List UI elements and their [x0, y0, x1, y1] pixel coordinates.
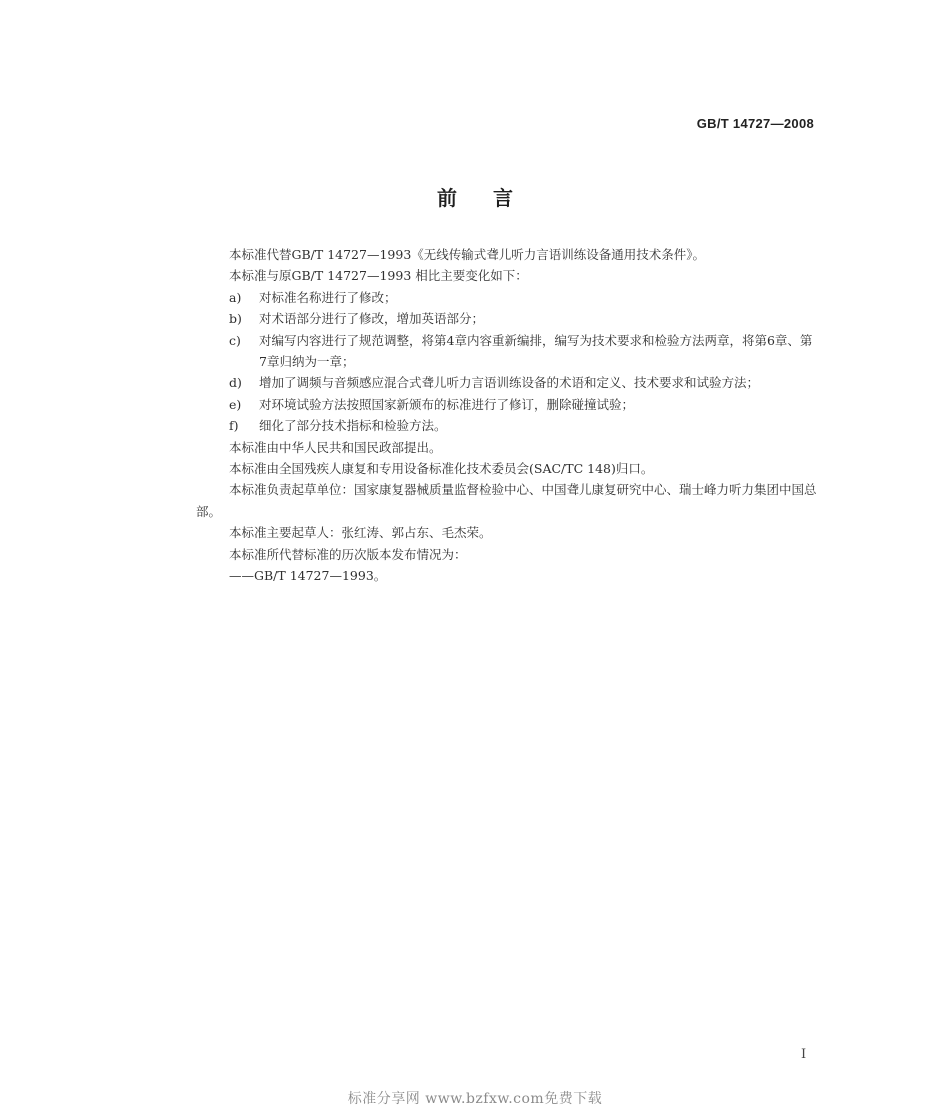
change-item-e [196, 394, 818, 415]
list-item-text: 对标准名称进行了修改； [259, 289, 397, 305]
list-marker: b) [229, 311, 242, 327]
paragraph-history-intro: 本标准所代替标准的历次版本发布情况为： [229, 546, 467, 562]
watermark-text: 标准分享网 www.bzfxw.com免费下载 [347, 1091, 603, 1107]
paragraph-administrator: 本标准由全国残疾人康复和专用设备标准化技术委员会(SAC/TC 148)归口。 [229, 461, 654, 477]
list-item-text: 增加了调频与音频感应混合式聋儿听力言语训练设备的术语和定义、技术要求和试验方法； [259, 375, 760, 391]
list-item-text: 对环境试验方法按照国家新颁布的标准进行了修订，删除碰撞试验； [259, 396, 635, 412]
list-item-text: 对编写内容进行了规范调整，将第4章内容重新编排，编写为技术要求和检验方法两章，将第6章、第7章归纳为一章； [259, 332, 813, 370]
list-marker: e) [229, 396, 242, 412]
list-item-text: 对术语部分进行了修改，增加英语部分； [259, 311, 485, 327]
change-item-d [196, 372, 818, 393]
paragraph-history-item: ——GB/T 14727—1993。 [229, 568, 387, 584]
change-item-b [196, 308, 818, 329]
page-title: 前言 [437, 186, 549, 210]
list-item-text: 细化了部分技术指标和检验方法。 [259, 418, 447, 434]
list-marker: d) [229, 375, 242, 391]
page-number: I [801, 1047, 807, 1062]
standard-code: GB/T 14727—2008 [696, 116, 814, 131]
paragraph-changes-intro: 本标准与原GB/T 14727—1993 相比主要变化如下： [229, 268, 528, 284]
change-item-a [196, 287, 818, 308]
change-item-f [196, 415, 818, 436]
foreword-body [196, 244, 818, 587]
list-marker: c) [229, 332, 241, 348]
list-marker: a) [229, 289, 242, 305]
paragraph-drafting-units: 本标准负责起草单位：国家康复器械质量监督检验中心、中国聋儿康复研究中心、瑞士峰力听力集团中国总部。 [196, 482, 817, 519]
list-marker: f) [229, 418, 239, 434]
paragraph-proposer: 本标准由中华人民共和国民政部提出。 [229, 439, 442, 455]
change-item-c [196, 330, 818, 373]
paragraph-replaces: 本标准代替GB/T 14727—1993《无线传输式聋儿听力言语训练设备通用技术条件》。 [229, 247, 706, 262]
paragraph-drafters: 本标准主要起草人：张红涛、郭占东、毛杰荣。 [229, 525, 492, 541]
